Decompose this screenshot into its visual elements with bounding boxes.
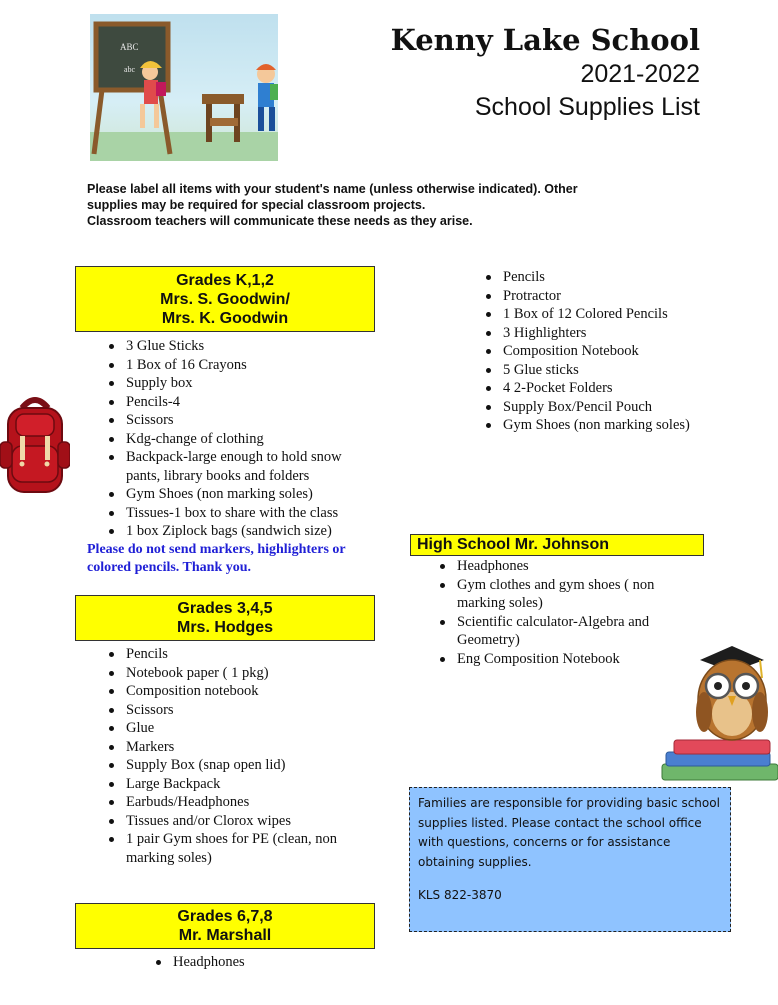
list-item: Pencils bbox=[105, 645, 370, 664]
section-heading-345 bbox=[75, 595, 375, 641]
list-item: Scientific calculator-Algebra and Geometry) bbox=[436, 613, 686, 650]
list-item: Markers bbox=[105, 738, 370, 757]
list-item: Backpack-large enough to hold snow pants, library books and folders bbox=[105, 448, 375, 485]
list-item: 1 Box of 16 Crayons bbox=[105, 356, 375, 375]
board-text-lower: abc bbox=[124, 65, 136, 74]
list-item: 1 pair Gym shoes for PE (clean, non marking soles) bbox=[105, 830, 370, 867]
list-item: Kdg-change of clothing bbox=[105, 430, 375, 449]
section-heading-k12 bbox=[75, 266, 375, 332]
intro-paragraph bbox=[87, 181, 687, 229]
list-item: Large Backpack bbox=[105, 775, 370, 794]
list-item: Pencils bbox=[482, 268, 697, 287]
contact-text: Families are responsible for providing basic school supplies listed. Please contact the school office with questions, concerns or for assistance obtaining supplies. bbox=[418, 796, 720, 869]
school-name: Kenny Lake School bbox=[390, 23, 700, 57]
list-item: 1 box Ziplock bags (sandwich size) bbox=[105, 522, 375, 541]
list-item: Pencils-4 bbox=[105, 393, 375, 412]
section-heading-678 bbox=[75, 903, 375, 949]
school-year: 2021-2022 bbox=[580, 60, 700, 88]
list-item: Tissues and/or Clorox wipes bbox=[105, 812, 370, 831]
section-heading-high-school: High School Mr. Johnson bbox=[410, 534, 704, 556]
list-item: Gym Shoes (non marking soles) bbox=[482, 416, 697, 435]
list-item: Supply box bbox=[105, 374, 375, 393]
list-item: Supply Box/Pencil Pouch bbox=[482, 398, 697, 417]
contact-info-box bbox=[409, 787, 731, 932]
list-item: 1 Box of 12 Colored Pencils bbox=[482, 305, 697, 324]
supply-list-678 bbox=[152, 953, 352, 972]
list-item: 5 Glue sticks bbox=[482, 361, 697, 380]
heading-line: Mrs. K. Goodwin bbox=[161, 310, 289, 327]
list-item: Glue bbox=[105, 719, 370, 738]
heading-line: Mrs. S. Goodwin/ bbox=[160, 291, 290, 308]
intro-line: supplies may be required for special classroom projects. bbox=[87, 198, 426, 212]
list-item: Headphones bbox=[436, 557, 686, 576]
list-item: Notebook paper ( 1 pkg) bbox=[105, 664, 370, 683]
list-item: 3 Glue Sticks bbox=[105, 337, 375, 356]
list-item: Tissues-1 box to share with the class bbox=[105, 504, 375, 523]
list-item: Supply Box (snap open lid) bbox=[105, 756, 370, 775]
list-item: Scissors bbox=[105, 701, 370, 720]
intro-line: Classroom teachers will communicate these needs as they arise. bbox=[87, 214, 473, 228]
list-item: Earbuds/Headphones bbox=[105, 793, 370, 812]
list-item: 3 Highlighters bbox=[482, 324, 697, 343]
list-item: Composition Notebook bbox=[482, 342, 697, 361]
owl-on-books-icon bbox=[660, 636, 778, 782]
list-title: School Supplies List bbox=[474, 93, 700, 121]
list-item: Eng Composition Notebook bbox=[436, 650, 686, 669]
heading-line: Grades K,1,2 bbox=[176, 272, 274, 289]
list-item: Headphones bbox=[152, 953, 352, 972]
backpack-icon bbox=[0, 394, 70, 498]
classroom-illustration bbox=[90, 14, 278, 161]
intro-line: Please label all items with your student's name (unless otherwise indicated). Other bbox=[87, 182, 578, 196]
list-item: Protractor bbox=[482, 287, 697, 306]
supply-list-345 bbox=[105, 645, 370, 867]
contact-phone: KLS 822-3870 bbox=[418, 888, 502, 902]
heading-line: Grades 3,4,5 bbox=[177, 600, 273, 617]
page-title-block bbox=[370, 22, 700, 124]
k12-note: Please do not send markers, highlighters or colored pencils. Thank you. bbox=[87, 542, 346, 575]
board-text-upper: ABC bbox=[120, 42, 139, 52]
heading-line: Grades 6,7,8 bbox=[177, 908, 273, 925]
heading-line: Mrs. Hodges bbox=[176, 619, 273, 636]
list-item: 4 2-Pocket Folders bbox=[482, 379, 697, 398]
supply-list-678-continued bbox=[482, 268, 697, 435]
list-item: Gym Shoes (non marking soles) bbox=[105, 485, 375, 504]
list-item: Scissors bbox=[105, 411, 375, 430]
list-item: Gym clothes and gym shoes ( non marking soles) bbox=[436, 576, 686, 613]
supply-list-k12 bbox=[105, 337, 375, 541]
heading-line: Mr. Marshall bbox=[178, 927, 272, 944]
supply-list-high-school bbox=[436, 557, 686, 668]
hero-illustration bbox=[90, 14, 278, 161]
list-item: Composition notebook bbox=[105, 682, 370, 701]
